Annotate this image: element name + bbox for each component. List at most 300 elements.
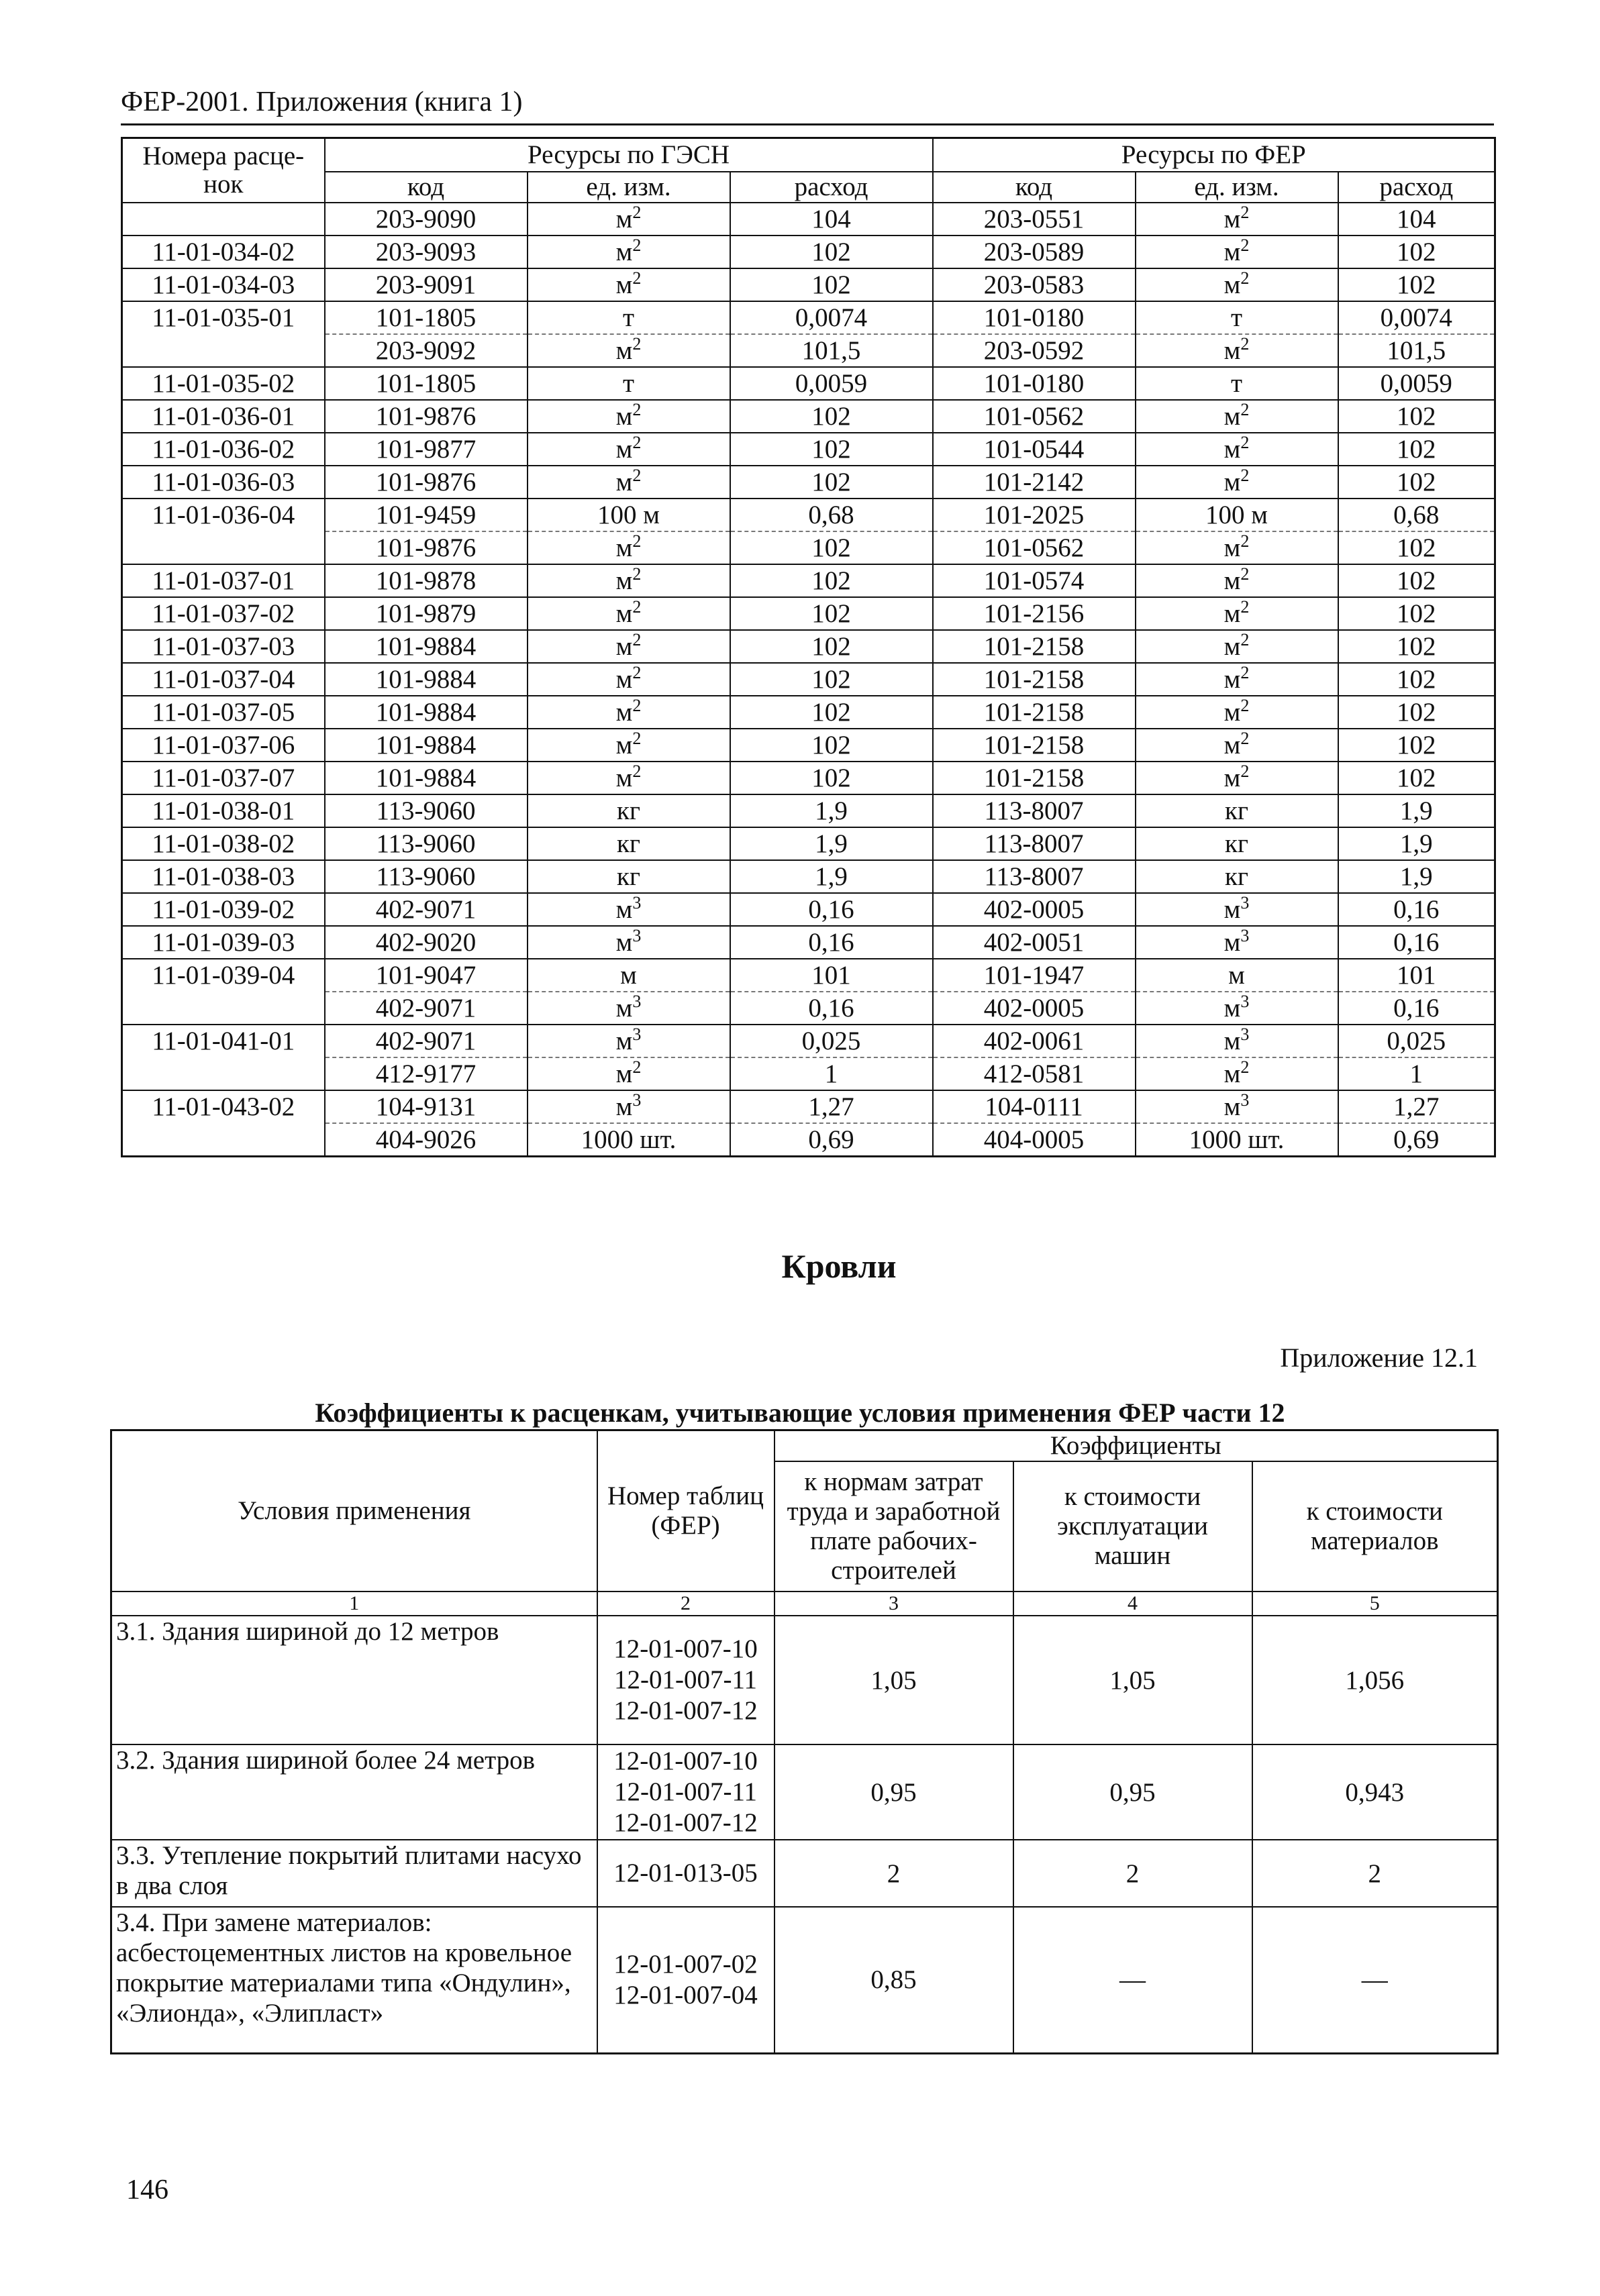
fer-code — [933, 926, 1136, 959]
gesn-unit-exponent: 2 — [632, 663, 642, 682]
norm-number — [122, 696, 325, 729]
gesn-code — [325, 564, 528, 597]
gesn-rate — [730, 1057, 933, 1090]
gesn-rate — [730, 827, 933, 860]
fer-code — [933, 1057, 1136, 1090]
fer-unit — [1136, 1025, 1338, 1057]
table-number: 12-01-007-02 — [613, 1949, 758, 1979]
norm-number-text: 11-01-037-02 — [152, 598, 295, 628]
fer-rate-text: 0,0074 — [1380, 303, 1452, 332]
norm-number-text: 11-01-039-02 — [152, 894, 295, 924]
gesn-unit — [528, 663, 730, 696]
gesn-unit-text: м — [615, 467, 633, 497]
fer-code-text: 101-0574 — [983, 566, 1085, 595]
gesn-code-text: 101-9877 — [375, 434, 477, 464]
fer-code-text: 101-2142 — [983, 467, 1085, 497]
gesn-rate-text: 102 — [811, 598, 851, 628]
gesn-unit-exponent: 2 — [632, 729, 642, 748]
table-row — [111, 1840, 1498, 1907]
norm-number — [122, 926, 325, 959]
gesn-code-text: 402-9071 — [375, 993, 477, 1023]
gesn-unit-text: м — [615, 697, 633, 727]
col-conditions: Условия применения — [111, 1430, 597, 1592]
fer-rate-text: 102 — [1397, 664, 1436, 694]
gesn-rate-text: 1,27 — [808, 1092, 854, 1121]
fer-rate — [1338, 466, 1495, 499]
gesn-code-text: 101-9884 — [375, 664, 477, 694]
fer-code-text: 203-0583 — [983, 270, 1085, 299]
norm-number-text: 11-01-038-03 — [152, 862, 295, 891]
fer-unit — [1136, 531, 1338, 564]
fer-unit-text: м — [1223, 598, 1241, 628]
fer-code — [933, 1025, 1136, 1057]
fer-unit-text: м — [1223, 894, 1241, 924]
fer-code — [933, 992, 1136, 1025]
gesn-unit — [528, 466, 730, 499]
norm-number — [122, 564, 325, 597]
fer-code — [933, 531, 1136, 564]
fer-code — [933, 1090, 1136, 1123]
table-row — [122, 729, 1495, 762]
col-fer-rate: расход — [1338, 172, 1495, 203]
gesn-unit-exponent: 2 — [632, 268, 642, 288]
gesn-code — [325, 959, 528, 992]
gesn-unit-exponent: 2 — [632, 531, 642, 551]
norm-number-text: 11-01-037-01 — [152, 566, 295, 595]
gesn-rate — [730, 1025, 933, 1057]
table-numbers — [597, 1907, 774, 2053]
gesn-code-text: 402-9071 — [375, 1026, 477, 1055]
coef-materials: 0,943 — [1252, 1744, 1498, 1840]
gesn-rate — [730, 794, 933, 827]
fer-unit-text: 1000 шт. — [1189, 1125, 1285, 1154]
gesn-unit — [528, 564, 730, 597]
table-numbers — [597, 1744, 774, 1840]
gesn-unit-exponent: 2 — [632, 564, 642, 584]
gesn-unit — [528, 630, 730, 663]
norm-number — [122, 1057, 325, 1090]
fer-code — [933, 301, 1136, 334]
norm-number — [122, 762, 325, 794]
header-rule — [121, 123, 1494, 125]
fer-rate — [1338, 564, 1495, 597]
gesn-unit — [528, 1123, 730, 1157]
col-gesn-rate: расход — [730, 172, 933, 203]
gesn-code — [325, 827, 528, 860]
norm-number-text: 11-01-038-02 — [152, 829, 295, 858]
fer-code — [933, 268, 1136, 301]
gesn-code — [325, 630, 528, 663]
gesn-rate-text: 0,16 — [808, 993, 854, 1023]
fer-unit-exponent: 2 — [1240, 334, 1250, 354]
gesn-code-text: 402-9020 — [375, 927, 477, 957]
table-numbers — [597, 1616, 774, 1744]
coef-machines: 2 — [1013, 1840, 1252, 1907]
gesn-rate — [730, 301, 933, 334]
norm-number-text: 11-01-035-02 — [152, 368, 295, 398]
gesn-rate — [730, 367, 933, 400]
gesn-code — [325, 860, 528, 893]
coef-labor: 0,85 — [774, 1907, 1013, 2053]
group-gesn-header: Ресурсы по ГЭСН — [325, 138, 933, 172]
norm-number — [122, 893, 325, 926]
table-row — [122, 433, 1495, 466]
fer-rate-text: 102 — [1397, 631, 1436, 661]
fer-unit-exponent: 3 — [1240, 1025, 1250, 1044]
norm-number-text: 11-01-039-04 — [152, 961, 295, 990]
fer-unit — [1136, 860, 1338, 893]
fer-rate — [1338, 531, 1495, 564]
norm-number-text: 11-01-035-01 — [152, 303, 295, 332]
col-labor: к нормам затрат труда и заработной плате рабочих-строителей — [774, 1461, 1013, 1591]
gesn-unit — [528, 959, 730, 992]
fer-rate-text: 102 — [1397, 697, 1436, 727]
gesn-unit-text: м — [615, 598, 633, 628]
fer-code-text: 101-2158 — [983, 631, 1085, 661]
fer-code-text: 402-0051 — [983, 927, 1085, 957]
fer-rate — [1338, 367, 1495, 400]
norm-number — [122, 466, 325, 499]
gesn-rate-text: 102 — [811, 631, 851, 661]
gesn-rate-text: 102 — [811, 270, 851, 299]
coef-materials: 2 — [1252, 1840, 1498, 1907]
fer-unit-exponent: 2 — [1240, 564, 1250, 584]
fer-rate-text: 0,16 — [1393, 894, 1440, 924]
gesn-unit — [528, 400, 730, 433]
gesn-unit-text: м — [615, 434, 633, 464]
fer-code — [933, 860, 1136, 893]
fer-rate-text: 102 — [1397, 434, 1436, 464]
norm-number — [122, 531, 325, 564]
norm-number-text: 11-01-037-04 — [152, 664, 295, 694]
gesn-code — [325, 696, 528, 729]
fer-rate-text: 1,27 — [1393, 1092, 1440, 1121]
fer-rate-text: 102 — [1397, 467, 1436, 497]
fer-code — [933, 334, 1136, 367]
gesn-unit-exponent: 2 — [632, 1057, 642, 1077]
table-row — [111, 1907, 1498, 2053]
gesn-unit — [528, 926, 730, 959]
fer-code-text: 113-8007 — [984, 796, 1084, 825]
fer-rate — [1338, 827, 1495, 860]
coef-machines: 1,05 — [1013, 1616, 1252, 1744]
gesn-unit — [528, 203, 730, 236]
table-row — [122, 1057, 1495, 1090]
fer-rate-text: 102 — [1397, 237, 1436, 266]
gesn-rate — [730, 597, 933, 630]
table-row — [122, 236, 1495, 268]
fer-code-text: 101-0562 — [983, 533, 1085, 562]
fer-unit-exponent: 2 — [1240, 597, 1250, 617]
gesn-code — [325, 236, 528, 268]
fer-unit — [1136, 499, 1338, 531]
fer-code-text: 113-8007 — [984, 862, 1084, 891]
gesn-rate — [730, 893, 933, 926]
fer-unit — [1136, 893, 1338, 926]
gesn-unit — [528, 696, 730, 729]
gesn-rate-text: 0,16 — [808, 927, 854, 957]
fer-unit-exponent: 2 — [1240, 663, 1250, 682]
fer-code-text: 101-2156 — [983, 598, 1085, 628]
gesn-code — [325, 663, 528, 696]
gesn-rate-text: 104 — [811, 204, 851, 233]
gesn-rate — [730, 400, 933, 433]
fer-unit-exponent: 2 — [1240, 433, 1250, 452]
norm-number — [122, 860, 325, 893]
fer-unit-text: т — [1230, 368, 1243, 398]
fer-rate-text: 102 — [1397, 401, 1436, 431]
fer-code — [933, 433, 1136, 466]
gesn-unit — [528, 236, 730, 268]
fer-rate-text: 102 — [1397, 730, 1436, 760]
fer-unit-text: м — [1223, 1026, 1241, 1055]
table-number: 12-01-007-11 — [613, 1665, 757, 1694]
fer-code — [933, 597, 1136, 630]
table-row — [122, 531, 1495, 564]
gesn-unit-exponent: 3 — [632, 926, 642, 945]
coef-labor: 2 — [774, 1840, 1013, 1907]
fer-rate — [1338, 926, 1495, 959]
gesn-unit-text: м — [620, 960, 637, 990]
fer-rate — [1338, 663, 1495, 696]
gesn-code — [325, 400, 528, 433]
fer-code — [933, 400, 1136, 433]
gesn-unit-text: 1000 шт. — [581, 1125, 677, 1154]
fer-rate-text: 0,68 — [1393, 500, 1440, 529]
gesn-code-text: 101-9884 — [375, 763, 477, 792]
norm-number — [122, 367, 325, 400]
table-row — [122, 630, 1495, 663]
fer-unit-exponent: 2 — [1240, 1057, 1250, 1077]
gesn-unit-text: м — [615, 730, 633, 760]
gesn-unit-text: м — [615, 1059, 633, 1088]
gesn-rate — [730, 696, 933, 729]
fer-rate — [1338, 794, 1495, 827]
table-numbers — [597, 1840, 774, 1907]
fer-code-text: 101-2025 — [983, 500, 1085, 529]
page-header: ФЕР-2001. Приложения (книга 1) — [121, 87, 523, 117]
coef-materials: — — [1252, 1907, 1498, 2053]
table-row — [122, 762, 1495, 794]
fer-unit — [1136, 696, 1338, 729]
fer-unit-text: м — [1223, 664, 1241, 694]
gesn-code — [325, 729, 528, 762]
gesn-code-text: 101-9047 — [375, 960, 477, 990]
fer-unit-text: м — [1223, 1092, 1241, 1121]
norm-number-text: 11-01-036-04 — [152, 501, 295, 529]
gesn-unit-exponent: 2 — [632, 203, 642, 222]
gesn-code-text: 101-9878 — [375, 566, 477, 595]
gesn-unit-text: м — [615, 927, 633, 957]
fer-code — [933, 696, 1136, 729]
table-row — [122, 334, 1495, 367]
fer-rate — [1338, 301, 1495, 334]
fer-code-text: 101-2158 — [983, 697, 1085, 727]
col-materials: к стоимости материалов — [1252, 1461, 1498, 1591]
condition-text: 3.4. При замене материалов: асбестоцементных листов на кровельное покрытие материалами типа «Ондулин», «Элионда», «Элипласт» — [111, 1907, 597, 2053]
fer-code-text: 402-0061 — [983, 1026, 1085, 1055]
fer-unit-text: м — [1223, 204, 1241, 233]
gesn-unit — [528, 794, 730, 827]
condition-text: 3.1. Здания шириной до 12 метров — [111, 1616, 597, 1744]
fer-unit — [1136, 729, 1338, 762]
table-row — [122, 827, 1495, 860]
fer-rate-text: 102 — [1397, 598, 1436, 628]
gesn-rate-text: 102 — [811, 401, 851, 431]
gesn-code — [325, 597, 528, 630]
gesn-code — [325, 433, 528, 466]
fer-code — [933, 367, 1136, 400]
gesn-rate-text: 102 — [811, 237, 851, 266]
fer-rate-text: 0,025 — [1387, 1026, 1446, 1055]
norm-number — [122, 499, 325, 531]
fer-unit-exponent: 3 — [1240, 992, 1250, 1011]
norm-number-text: 11-01-036-01 — [152, 401, 295, 431]
norm-number-text: 11-01-039-03 — [152, 927, 295, 957]
norm-number — [122, 630, 325, 663]
fer-rate-text: 0,16 — [1393, 993, 1440, 1023]
fer-unit-exponent: 2 — [1240, 236, 1250, 255]
fer-code — [933, 1123, 1136, 1157]
gesn-code — [325, 301, 528, 334]
gesn-unit-exponent: 3 — [632, 992, 642, 1011]
fer-code — [933, 762, 1136, 794]
fer-unit-text: м — [1223, 1059, 1241, 1088]
norm-number-text: 11-01-036-02 — [152, 434, 295, 464]
table-row — [122, 499, 1495, 531]
coef-machines: 0,95 — [1013, 1744, 1252, 1840]
gesn-rate — [730, 926, 933, 959]
fer-rate — [1338, 1057, 1495, 1090]
fer-code-text: 101-0180 — [983, 303, 1085, 332]
fer-unit-text: м — [1223, 566, 1241, 595]
norm-number-text: 11-01-037-03 — [152, 631, 295, 661]
gesn-unit-text: м — [615, 204, 633, 233]
fer-unit — [1136, 268, 1338, 301]
fer-unit-exponent: 2 — [1240, 268, 1250, 288]
fer-unit-text: кг — [1225, 829, 1248, 858]
fer-rate-text: 1,9 — [1399, 862, 1433, 891]
norm-number — [122, 400, 325, 433]
col-num-1: 1 — [111, 1591, 597, 1616]
fer-unit-text: м — [1223, 434, 1241, 464]
gesn-code-text: 104-9131 — [375, 1092, 477, 1121]
fer-code — [933, 203, 1136, 236]
coef-labor: 0,95 — [774, 1744, 1013, 1840]
fer-rate-text: 0,69 — [1393, 1125, 1440, 1154]
gesn-rate — [730, 236, 933, 268]
gesn-code — [325, 1090, 528, 1123]
fer-code-text: 113-8007 — [984, 829, 1084, 858]
gesn-rate — [730, 334, 933, 367]
gesn-rate — [730, 1123, 933, 1157]
section-title: Кровли — [781, 1247, 897, 1285]
gesn-unit-text: м — [615, 566, 633, 595]
coef-labor: 1,05 — [774, 1616, 1013, 1744]
gesn-code-text: 101-9876 — [375, 467, 477, 497]
gesn-rate-text: 1,9 — [815, 796, 848, 825]
table-row — [122, 926, 1495, 959]
gesn-rate — [730, 466, 933, 499]
gesn-rate — [730, 630, 933, 663]
gesn-code — [325, 466, 528, 499]
fer-rate-text: 102 — [1397, 533, 1436, 562]
fer-unit — [1136, 334, 1338, 367]
fer-unit — [1136, 301, 1338, 334]
fer-rate — [1338, 1090, 1495, 1123]
gesn-rate-text: 0,69 — [808, 1125, 854, 1154]
gesn-code-text: 203-9090 — [375, 204, 477, 233]
norm-number-text: 11-01-036-03 — [152, 467, 295, 497]
gesn-code-text: 101-9876 — [375, 401, 477, 431]
gesn-unit-exponent: 2 — [632, 630, 642, 649]
norm-number — [122, 268, 325, 301]
table-row — [122, 893, 1495, 926]
fer-code — [933, 466, 1136, 499]
norm-number — [122, 1025, 325, 1057]
fer-unit-text: м — [1223, 533, 1241, 562]
coef-materials: 1,056 — [1252, 1616, 1498, 1744]
fer-rate-text: 104 — [1397, 204, 1436, 233]
gesn-unit-exponent: 2 — [632, 433, 642, 452]
fer-unit — [1136, 433, 1338, 466]
resources-table — [121, 137, 1496, 1157]
table-row — [122, 367, 1495, 400]
fer-code — [933, 794, 1136, 827]
fer-rate-text: 101 — [1397, 960, 1436, 990]
fer-rate — [1338, 499, 1495, 531]
fer-code — [933, 236, 1136, 268]
gesn-unit-exponent: 3 — [632, 1090, 642, 1110]
col-norm-header: Номера расце- нок — [122, 138, 325, 203]
group-coefficients: Коэффициенты — [774, 1430, 1498, 1462]
gesn-unit — [528, 268, 730, 301]
gesn-code-text: 412-9177 — [375, 1059, 477, 1088]
condition-text: 3.2. Здания шириной более 24 метров — [111, 1744, 597, 1840]
norm-number — [122, 1090, 325, 1123]
fer-rate-text: 102 — [1397, 270, 1436, 299]
fer-unit — [1136, 400, 1338, 433]
fer-rate-text: 0,16 — [1393, 927, 1440, 957]
gesn-rate — [730, 762, 933, 794]
fer-rate — [1338, 893, 1495, 926]
coefficients-table — [110, 1429, 1499, 2054]
gesn-code-text: 203-9093 — [375, 237, 477, 266]
fer-rate — [1338, 1123, 1495, 1157]
gesn-code — [325, 1057, 528, 1090]
gesn-rate — [730, 959, 933, 992]
fer-rate-text: 102 — [1397, 763, 1436, 792]
gesn-code — [325, 1123, 528, 1157]
gesn-unit — [528, 1057, 730, 1090]
gesn-unit-exponent: 3 — [632, 1025, 642, 1044]
norm-number — [122, 236, 325, 268]
fer-code-text: 404-0005 — [983, 1125, 1085, 1154]
gesn-unit — [528, 531, 730, 564]
fer-unit-text: м — [1223, 335, 1241, 365]
gesn-code-text: 101-9876 — [375, 533, 477, 562]
norm-number — [122, 663, 325, 696]
norm-number-text: 11-01-037-06 — [152, 730, 295, 760]
gesn-rate-text: 102 — [811, 697, 851, 727]
gesn-unit-text: м — [615, 631, 633, 661]
fer-code — [933, 663, 1136, 696]
gesn-unit-text: т — [622, 368, 635, 398]
fer-unit — [1136, 630, 1338, 663]
table-row — [122, 400, 1495, 433]
gesn-unit — [528, 1025, 730, 1057]
gesn-unit-text: кг — [617, 796, 640, 825]
